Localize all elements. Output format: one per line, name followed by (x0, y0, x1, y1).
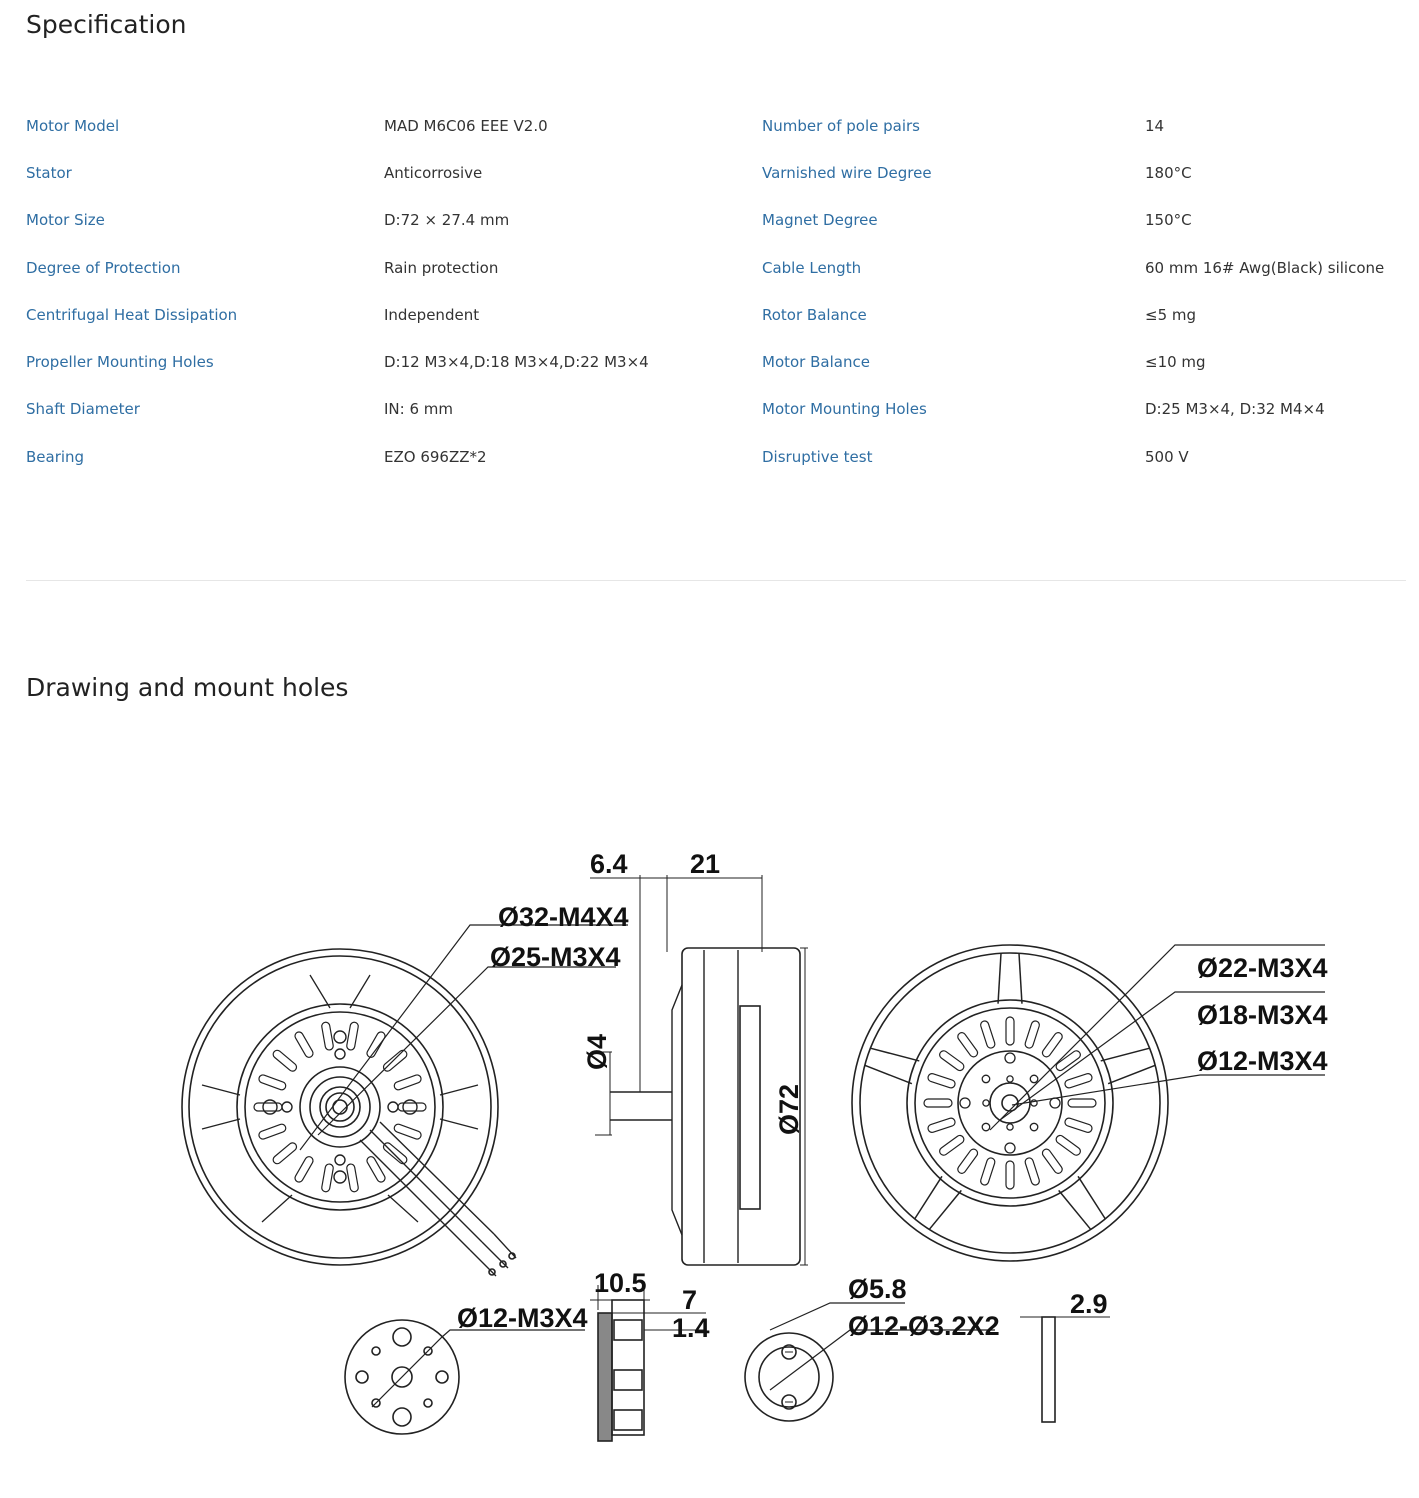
spec-value: MAD M6C06 EEE V2.0 (384, 116, 548, 135)
stator-slot (321, 1163, 334, 1192)
spec-label: Motor Model (26, 116, 120, 135)
rotor-spoke (870, 1048, 919, 1061)
spec-row (26, 244, 1406, 291)
washer-side-view (1020, 1317, 1110, 1422)
stator-slot (366, 1155, 387, 1183)
stator-slot (366, 1031, 387, 1059)
spec-value: 180°C (1145, 163, 1192, 182)
spec-value: Anticorrosive (384, 163, 483, 182)
mount-hole (1030, 1075, 1038, 1083)
spec-label: Motor Mounting Holes (762, 400, 927, 419)
mount-hole (960, 1098, 970, 1108)
stator-slot (1024, 1020, 1040, 1049)
stator-slot (1068, 1099, 1096, 1107)
rotor-spoke (1059, 1190, 1091, 1229)
rotor-spoke (929, 1190, 961, 1229)
spec-label: Centrifugal Heat Dissipation (26, 305, 238, 324)
label-phi72: Ø72 (774, 1083, 804, 1135)
rotor-spoke (1101, 1048, 1150, 1061)
stator-slot (1041, 1148, 1064, 1175)
motor-technical-drawing (0, 830, 1419, 1450)
stator-slot (346, 1163, 359, 1192)
label-phi4: Ø4 (582, 1033, 612, 1070)
mount-hole (982, 1123, 990, 1131)
spec-row (26, 433, 1406, 480)
label-phi5-8: Ø5.8 (848, 1274, 907, 1304)
stator-slot (1024, 1157, 1040, 1186)
stator-slot (382, 1141, 409, 1165)
stator-slot (924, 1099, 952, 1107)
stator-slot (1064, 1117, 1093, 1133)
spec-value: 14 (1145, 116, 1165, 135)
mount-hole (1005, 1143, 1015, 1153)
spec-label: Stator (26, 163, 72, 182)
rotor-spoke (998, 953, 1001, 1003)
spec-value: D:25 M3×4, D:32 M4×4 (1145, 400, 1325, 419)
spec-value: Independent (384, 305, 480, 324)
stator-slot (321, 1022, 334, 1051)
label-phi32-m4: Ø32-M4X4 (498, 902, 629, 932)
label-6-4: 6.4 (590, 849, 628, 879)
spec-value: 60 mm 16# Awg(Black) silicone (1145, 258, 1385, 277)
spec-row (26, 197, 1406, 244)
mount-hole (1005, 1053, 1015, 1063)
stator-slot (272, 1049, 299, 1073)
spec-row (26, 102, 1406, 149)
stator-slot (938, 1134, 965, 1157)
stator-slot (980, 1020, 996, 1049)
mount-hole (1050, 1098, 1060, 1108)
mount-hole (1007, 1076, 1013, 1082)
stator-slot (398, 1103, 426, 1111)
label-adapter-phi12-m3: Ø12-M3X4 (457, 1303, 588, 1333)
stator-slot (927, 1073, 956, 1089)
label-phi12-phi3-2: Ø12-Ø3.2X2 (848, 1311, 1000, 1341)
specification-title: Specification (26, 10, 187, 39)
spec-value: IN: 6 mm (384, 400, 454, 419)
spec-label: Degree of Protection (26, 258, 181, 277)
spec-row (26, 291, 1406, 338)
stator-slot (1006, 1017, 1014, 1045)
rotor-spoke (1078, 1176, 1105, 1219)
stator-slot (1055, 1134, 1082, 1157)
drawing-title: Drawing and mount holes (26, 673, 349, 702)
stator-slot (956, 1031, 979, 1058)
label-phi18-m3: Ø18-M3X4 (1197, 1000, 1328, 1030)
spec-row (26, 338, 1406, 385)
stator-slot (254, 1103, 282, 1111)
label-7: 7 (682, 1285, 698, 1315)
spec-label: Varnished wire Degree (762, 163, 932, 182)
stator-slot (346, 1022, 359, 1051)
spec-label: Rotor Balance (762, 305, 867, 324)
spec-label: Magnet Degree (762, 211, 878, 230)
stator-slot (258, 1123, 287, 1140)
stator-slot (980, 1157, 996, 1186)
spec-value: EZO 696ZZ*2 (384, 447, 487, 466)
stator-slot (393, 1123, 422, 1140)
spec-label: Motor Size (26, 211, 105, 230)
spec-row (26, 386, 1406, 433)
spec-label: Propeller Mounting Holes (26, 353, 214, 372)
rear-view-motor (852, 945, 1325, 1261)
mount-hole (1007, 1124, 1013, 1130)
side-view-motor (590, 875, 808, 1265)
label-phi25-m3: Ø25-M3X4 (490, 942, 621, 972)
stator-slot (294, 1031, 315, 1059)
stator-slot (938, 1049, 965, 1072)
label-2-9: 2.9 (1070, 1289, 1108, 1319)
label-21: 21 (690, 849, 721, 879)
spec-label: Shaft Diameter (26, 400, 140, 419)
stator-slot (382, 1049, 409, 1073)
spec-label: Cable Length (762, 258, 862, 277)
spec-value: 150°C (1145, 211, 1192, 230)
label-phi22-m3: Ø22-M3X4 (1197, 953, 1328, 983)
stator-slot (927, 1117, 956, 1133)
rotor-spoke (1108, 1065, 1155, 1083)
adapter-front-view (345, 1320, 585, 1434)
mount-hole (982, 1075, 990, 1083)
spec-value: D:72 × 27.4 mm (384, 211, 510, 230)
stator-slot (956, 1148, 979, 1175)
mount-hole (983, 1100, 989, 1106)
stator-slot (1041, 1031, 1064, 1058)
spec-value: Rain protection (384, 258, 499, 277)
spec-label: Motor Balance (762, 353, 870, 372)
stator-slot (1006, 1161, 1014, 1189)
stator-slot (1064, 1073, 1093, 1089)
spec-value: ≤5 mg (1145, 305, 1197, 324)
section-divider (26, 580, 1406, 581)
spec-value: D:12 M3×4,D:18 M3×4,D:22 M3×4 (384, 353, 649, 372)
mount-hole (1030, 1123, 1038, 1131)
front-view-motor (182, 925, 628, 1276)
label-1-4: 1.4 (672, 1313, 710, 1343)
rotor-spoke (865, 1065, 912, 1083)
stator-slot (258, 1074, 287, 1091)
rotor-spoke (915, 1176, 942, 1219)
spec-value: ≤10 mg (1145, 353, 1206, 372)
spec-row (26, 149, 1406, 196)
spec-label: Bearing (26, 447, 85, 466)
stator-slot (294, 1155, 315, 1183)
label-phi12-m3: Ø12-M3X4 (1197, 1046, 1328, 1076)
stator-slot (272, 1141, 299, 1165)
rotor-spoke (1019, 953, 1022, 1003)
spec-label: Number of pole pairs (762, 116, 920, 135)
stator-slot (393, 1074, 422, 1091)
label-10-5: 10.5 (594, 1268, 647, 1298)
spec-value: 500 V (1145, 447, 1189, 466)
specification-table (26, 102, 1406, 480)
spec-label: Disruptive test (762, 447, 873, 466)
